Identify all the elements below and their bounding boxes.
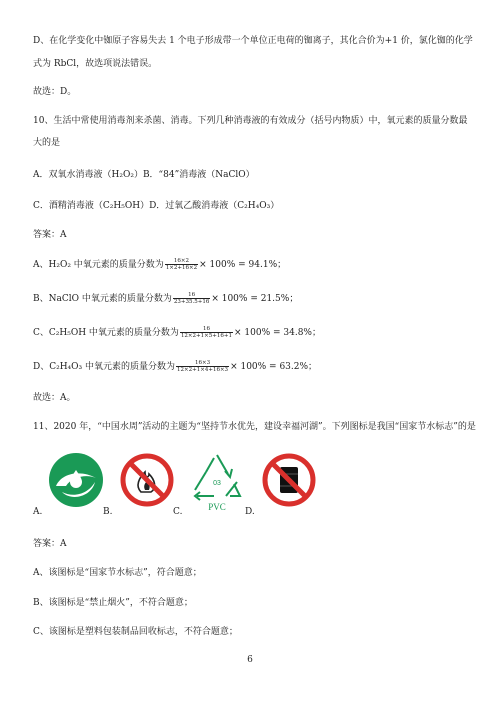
question-11-answer: 答案：A — [33, 539, 67, 549]
question-10-options-ab: A．双氧水消毒液（H₂O₂）B．“84”消毒液（NaClO） — [33, 170, 255, 180]
numerator: 16 — [173, 292, 210, 299]
denominator: 12×2+1×5+16+1 — [180, 333, 232, 339]
calc-result: × 100% = 63.2%； — [230, 362, 318, 372]
calc-line-d — [33, 360, 317, 373]
question-10-text: 大的是 — [33, 138, 61, 148]
numerator: 16×3 — [176, 360, 229, 367]
denominator: 1×2+16×2 — [165, 265, 198, 271]
no-fire-icon — [119, 452, 175, 508]
numerator: 16 — [180, 326, 233, 333]
calc-result: × 100% = 94.1%； — [199, 260, 287, 270]
answer-conclusion: 故选：D。 — [33, 87, 77, 97]
no-oil-drum-icon — [261, 452, 317, 508]
fraction — [176, 360, 229, 373]
calc-prefix: A、H₂O₂ 中氧元素的质量分数为 — [33, 260, 164, 270]
recycle-pvc-icon — [188, 452, 246, 512]
text-line: 式为 RbCl，故选项说法错误。 — [33, 59, 158, 69]
explanation-c: C、该图标是塑料包装制品回收标志，不符合题意； — [33, 627, 238, 637]
explanation-a: A、该图标是“国家节水标志”，符合题意； — [33, 568, 202, 578]
recycle-code: 03 — [213, 480, 221, 487]
fraction — [173, 292, 210, 305]
option-label-b: B. — [103, 507, 113, 517]
question-11-text: 11、2020 年，“中国水周”活动的主题为“坚持节水优先，建设幸福河湖”。下列图标是我国“国家节水标志”的是 — [33, 422, 476, 432]
calc-line-b — [33, 292, 298, 305]
calc-result: × 100% = 21.5%； — [211, 294, 299, 304]
page-number: 6 — [247, 655, 253, 665]
option-label-a: A. — [33, 507, 43, 517]
text-line: D、在化学变化中铷原子容易失去 1 个电子形成带一个单位正电荷的铷离子，其化合价为+1 价，氯化铷的化学 — [33, 36, 473, 46]
fraction — [165, 258, 198, 271]
water-saving-icon — [48, 452, 104, 508]
question-10-options-cd: C．酒精消毒液（C₂H₅OH）D．过氧乙酸消毒液（C₂H₄O₃） — [33, 201, 280, 211]
calc-result: × 100% = 34.8%； — [233, 328, 321, 338]
option-label-d: D. — [245, 507, 255, 517]
question-10-conclusion: 故选：A。 — [33, 393, 76, 403]
denominator: 23+35.5+16 — [173, 299, 210, 305]
calc-prefix: B、NaClO 中氧元素的质量分数为 — [33, 294, 172, 304]
calc-prefix: D、C₂H₄O₃ 中氧元素的质量分数为 — [33, 362, 176, 372]
numerator: 16×2 — [165, 258, 198, 265]
calc-line-c — [33, 326, 321, 339]
recycle-pvc-label: PVC — [208, 502, 226, 512]
denominator: 12×2+1×4+16×3 — [177, 367, 229, 373]
calc-prefix: C、C₂H₅OH 中氧元素的质量分数为 — [33, 328, 179, 338]
question-10-answer: 答案：A — [33, 230, 67, 240]
icon-options — [33, 452, 333, 522]
explanation-b: B、该图标是“禁止烟火”，不符合题意； — [33, 598, 193, 608]
option-label-c: C. — [173, 507, 183, 517]
calc-line-a — [33, 258, 286, 271]
fraction — [180, 326, 233, 339]
question-10-text: 10、生活中常使用消毒剂来杀菌、消毒。下列几种消毒液的有效成分（括号内物质）中，氧元素的质量分数最 — [33, 116, 468, 126]
